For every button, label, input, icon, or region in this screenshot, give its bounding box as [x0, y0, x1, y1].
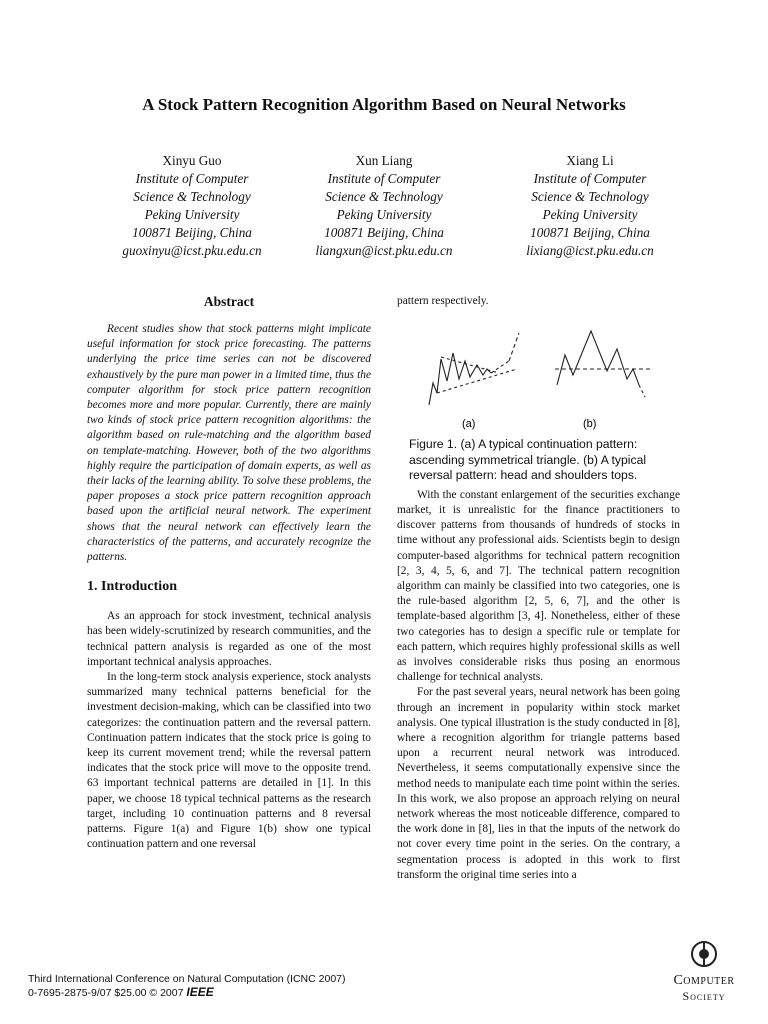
author-name: Xiang Li	[566, 153, 614, 168]
paragraph: With the constant enlargement of the securities exchange market, it is unrealistic for the finance practitioners to discover patterns from thousands of hundreds of stocks in time without any professional aids. Scientists begin to design computer-based algorithms for technical pattern recognition [2, 3, 4, 5, 6, and 7]. The technical pattern recognition algorithm can mainly be classified into two categories, one is the rule-based algorithm [2, 5, 6, 7], and the other is template-based algorithm [3, 4]. Nonetheless, either of these two categories has to design a specific rule or template for each pattern, which requires highly professional skills as well as involves considerable risks thus posing an enormous challenge for technical analysts.	[397, 488, 680, 684]
author-affiliation: Science & Technology	[531, 189, 649, 204]
figure-1-patterns	[397, 313, 680, 431]
author-affiliation: 100871 Beijing, China	[324, 225, 444, 240]
author-affiliation: Institute of Computer	[327, 171, 441, 186]
right-column	[397, 294, 680, 883]
author-name: Xinyu Guo	[162, 153, 222, 168]
paragraph: In the long-term stock analysis experience, stock analysts summarized many technical patterns beneficial for the investment decision-making, which can be classified into two categorizes: the continuation pattern and the reversal pattern. Continuation pattern indicates that the stock price is going to keep its current movement trend; while the reversal pattern indicates that the stock price will move to the opposite trend. 63 important technical patterns are detailed in [1]. In this paper, we choose 18 typical technical patterns as the research target, including 10 continuation patterns and 8 reversal patterns. Figure 1(a) and Figure 1(b) show one typical continuation pattern and one reversal	[87, 671, 371, 851]
footer-copyright: 0-7695-2875-9/07 $25.00 © 2007	[28, 987, 187, 999]
section-heading-introduction: 1. Introduction	[87, 579, 177, 595]
author-affiliation: Science & Technology	[325, 189, 443, 204]
author-affiliation: Institute of Computer	[533, 171, 647, 186]
author-affiliation: 100871 Beijing, China	[132, 225, 252, 240]
head-and-shoulders-pattern	[555, 331, 653, 397]
author-affiliation: Peking University	[336, 207, 432, 222]
ieee-logo-text: IEEE	[186, 985, 214, 999]
author-block	[92, 152, 292, 260]
footer	[28, 973, 346, 1000]
paper-title: A Stock Pattern Recognition Algorithm Based on Neural Networks	[142, 95, 626, 114]
author-email: liangxun@icst.pku.edu.cn	[315, 243, 453, 258]
author-email: guoxinyu@icst.pku.edu.cn	[122, 243, 262, 258]
footer-copyright-line	[28, 986, 346, 1000]
author-name: Xun Liang	[355, 153, 413, 168]
figure-label-a: (a)	[462, 418, 476, 431]
computer-society-emblem-icon	[690, 940, 718, 968]
ascending-triangle-pattern	[429, 333, 519, 405]
author-block	[284, 152, 484, 260]
paragraph-continuation: pattern respectively.	[397, 295, 489, 307]
author-email: lixiang@icst.pku.edu.cn	[526, 243, 654, 258]
logo-text-computer: Computer	[673, 973, 735, 988]
logo-text-society: Society	[682, 989, 726, 1003]
author-affiliation: Peking University	[542, 207, 638, 222]
paragraph: As an approach for stock investment, technical analysis has been widely-scrutinized by research communities, and the technical pattern analysis is regarded as one of the most important technical analysis approaches.	[87, 610, 371, 668]
figure-label-b: (b)	[583, 418, 597, 431]
left-column	[87, 294, 371, 853]
abstract-heading: Abstract	[203, 294, 255, 309]
paragraph: For the past several years, neural network has been going through an increment in popularity within stock market analysis. One typical illustration is the study conducted in [8], where a recognition algorithm for triangle patterns based upon a recurrent neural network was introduced. Nevertheless, it seems computationally expensive since the method needs to manipulate each time point within the series. In this work, we also propose an approach relying on neural network whereas the most noticeable difference, compared to the work done in [8], lies in that the inputs of the network do not cover every time point in the series. On the contrary, a segmentation process is adopted in this work to first transform the original time series into a	[397, 686, 680, 881]
author-block	[490, 152, 690, 260]
footer-conference: Third International Conference on Natural Computation (ICNC 2007)	[28, 973, 346, 985]
abstract-text: Recent studies show that stock patterns might implicate useful information for stock price forecasting. The patterns underlying the price time series can not be discovered exhaustively by the pure man power in a limited time, thus the computer algorithm for stock price pattern recognition becomes more and more popular. Currently, there are mainly two kinds of stock price pattern recognition algorithms: the algorithm based on rule-matching and the algorithm based on template-matching. However, both of the two algorithms highly require the participation of domain experts, as well as their lacks of the learning ability. To solve these problems, the paper proposes a stock price pattern recognition approach based upon the artificial neural network. The experiment shows that the neural network can effectively learn the characteristics of the patterns, and accurately recognize the patterns.	[87, 323, 371, 564]
computer-society-logo	[664, 940, 744, 1004]
author-affiliation: 100871 Beijing, China	[530, 225, 650, 240]
author-affiliation: Peking University	[144, 207, 240, 222]
author-affiliation: Institute of Computer	[135, 171, 249, 186]
figure-caption: Figure 1. (a) A typical continuation pattern: ascending symmetrical triangle. (b) A typical reversal pattern: head and shoulders tops.	[409, 437, 647, 483]
author-affiliation: Science & Technology	[133, 189, 251, 204]
